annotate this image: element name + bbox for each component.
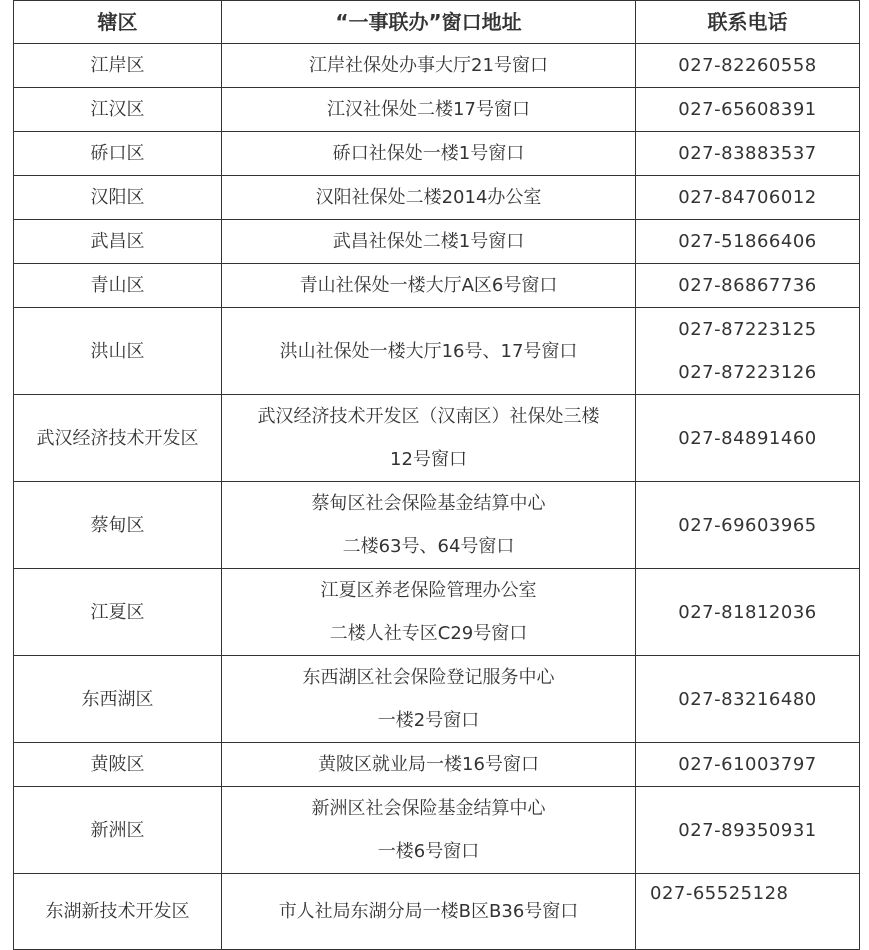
address-line: 新洲区社会保险基金结算中心 [311, 798, 546, 819]
phone-cell: 027-81812036 [636, 569, 860, 656]
header-district: 辖区 [14, 1, 222, 44]
district-cell: 洪山区 [14, 308, 222, 395]
header-address: “一事联办”窗口地址 [222, 1, 636, 44]
table-row [14, 308, 860, 395]
district-cell: 东西湖区 [14, 656, 222, 743]
table-row [14, 482, 860, 569]
address-line: 一楼6号窗口 [377, 841, 480, 862]
address-cell: 江汉社保处二楼17号窗口 [222, 88, 636, 132]
district-cell: 青山区 [14, 264, 222, 308]
address-cell: 武昌社保处二楼1号窗口 [222, 220, 636, 264]
address-cell [222, 569, 636, 656]
district-cell: 东湖新技术开发区 [14, 874, 222, 950]
phone-cell [636, 308, 860, 395]
district-cell: 江汉区 [14, 88, 222, 132]
district-cell: 武汉经济技术开发区 [14, 395, 222, 482]
table-row [14, 176, 860, 220]
phone-line: 027-87223126 [678, 362, 817, 383]
address-cell [222, 787, 636, 874]
phone-cell: 027-83216480 [636, 656, 860, 743]
phone-line: 027-87223125 [678, 319, 817, 340]
table-row [14, 874, 860, 950]
phone-cell: 027-69603965 [636, 482, 860, 569]
district-cell: 蔡甸区 [14, 482, 222, 569]
table-row [14, 132, 860, 176]
phone-cell: 027-89350931 [636, 787, 860, 874]
phone-cell [636, 874, 860, 950]
table-row [14, 220, 860, 264]
phone-cell: 027-65608391 [636, 88, 860, 132]
address-line: 二楼63号、64号窗口 [342, 536, 515, 557]
table-row [14, 264, 860, 308]
address-cell: 汉阳社保处二楼2014办公室 [222, 176, 636, 220]
district-cell: 汉阳区 [14, 176, 222, 220]
address-cell: 硚口社保处一楼1号窗口 [222, 132, 636, 176]
address-line: 蔡甸区社会保险基金结算中心 [311, 493, 546, 514]
header-phone: 联系电话 [636, 1, 860, 44]
district-cell: 武昌区 [14, 220, 222, 264]
address-cell: 黄陂区就业局一楼16号窗口 [222, 743, 636, 787]
phone-line: 027-65525128 [650, 883, 789, 904]
table-row [14, 395, 860, 482]
phone-cell: 027-51866406 [636, 220, 860, 264]
phone-cell: 027-84891460 [636, 395, 860, 482]
address-cell: 洪山社保处一楼大厅16号、17号窗口 [222, 308, 636, 395]
table-row [14, 656, 860, 743]
district-cell: 硚口区 [14, 132, 222, 176]
phone-cell: 027-82260558 [636, 44, 860, 88]
district-cell: 江岸区 [14, 44, 222, 88]
district-cell: 黄陂区 [14, 743, 222, 787]
address-cell: 市人社局东湖分局一楼B区B36号窗口 [222, 874, 636, 950]
address-line: 一楼2号窗口 [377, 710, 480, 731]
address-line: 武汉经济技术开发区（汉南区）社保处三楼 [257, 406, 600, 427]
table-row [14, 787, 860, 874]
address-line: 二楼人社专区C29号窗口 [329, 623, 528, 644]
table-row [14, 88, 860, 132]
table-row [14, 743, 860, 787]
address-cell: 青山社保处一楼大厅A区6号窗口 [222, 264, 636, 308]
phone-cell: 027-86867736 [636, 264, 860, 308]
table-row [14, 44, 860, 88]
address-cell: 江岸社保处办事大厅21号窗口 [222, 44, 636, 88]
phone-cell: 027-84706012 [636, 176, 860, 220]
phone-cell: 027-83883537 [636, 132, 860, 176]
address-line: 12号窗口 [390, 449, 467, 470]
contact-table [13, 0, 860, 950]
district-cell: 江夏区 [14, 569, 222, 656]
district-cell: 新洲区 [14, 787, 222, 874]
table-header-row [14, 1, 860, 44]
contact-table-container [13, 0, 859, 950]
address-line: 江夏区养老保险管理办公室 [320, 580, 537, 601]
phone-cell: 027-61003797 [636, 743, 860, 787]
address-cell [222, 482, 636, 569]
address-cell [222, 656, 636, 743]
table-row [14, 569, 860, 656]
address-line: 东西湖区社会保险登记服务中心 [302, 667, 555, 688]
address-cell [222, 395, 636, 482]
